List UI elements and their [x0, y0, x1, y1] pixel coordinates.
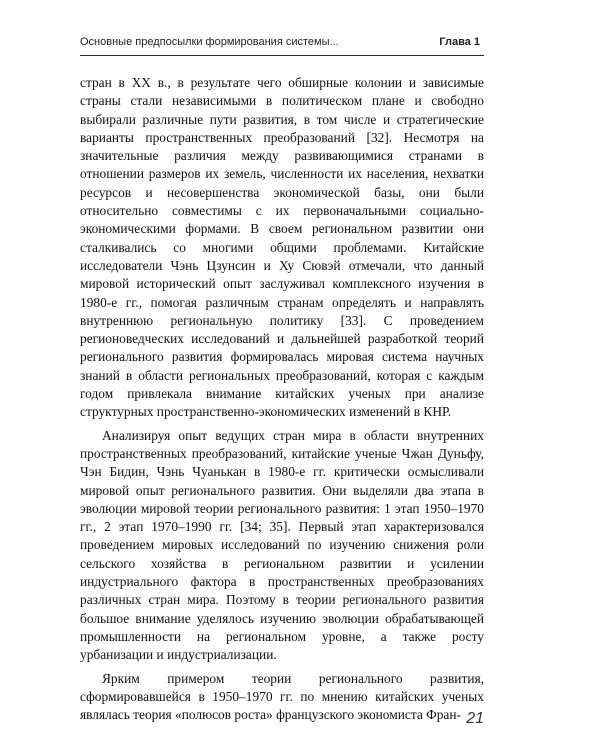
chapter-label: Глава 1 [439, 36, 480, 48]
body-text [80, 74, 484, 724]
page-number: 21 [466, 710, 484, 727]
paragraph: Ярким примером теории регионального развития, сформировавшейся в 1950–1970 гг. по мнению китайских ученых являлась теория «полюсов роста» французского экономиста Фран- [80, 670, 484, 723]
paragraph: стран в XX в., в результате чего обширные колонии и зависимые страны стали независимыми в политическом плане и свободно выбирали различные пути развития, в том числе и стратегические варианты пространственных преобразований [32]. Несмотря на значительные различия между развивающимися странами в отношении размеров их земель, численности их населения, нехватки ресурсов и несовершенства экономической базы, они были относительно совместимы с их первоначальными социально-экономическими формами. В своем региональном развитии они сталкивались со многими общими проблемами. Китайские исследователи Чэнь Цзунсин и Ху Сювэй отмечали, что данный мировой исторический опыт заслуживал комплексного изучения в 1980-е гг., помогая различным странам определять и направлять внутреннюю региональную политику [33]. С проведением регионоведческих исследований и дальнейшей разработкой теорий регионального развития формировалась мировая система научных знаний в области региональных преобразований, которая с каждым годом привлекала внимание китайских ученых при анализе структурных пространственно-экономических изменений в КНР. [80, 75, 484, 420]
running-title: Основные предпосылки формирования системы... [80, 36, 339, 48]
paragraph: Анализируя опыт ведущих стран мира в области внутренних пространственных преобразований, китайские ученые Чжан Дуньфу, Чэн Бидин, Чэнь Чуанькан в 1980-е гг. критически осмысливали мировой опыт регионального развития. Они выделяли два этапа в эволюции мировой теории регионального развития: 1 этап 1950–1970 гг., 2 этап 1970–1990 гг. [34; 35]. Первый этап характеризовался проведением мировых исследований по изучению снижения роли сельского хозяйства в региональном развитии и усилении индустриального фактора в пространственных преобразованиях различных стран мира. Поэтому в теории регионального развития большое внимание уделялось изучению эволюции обрабатывающей промышленности на региональном уровне, а также росту урбанизации и индустриализации. [80, 427, 484, 663]
running-header [80, 33, 484, 56]
